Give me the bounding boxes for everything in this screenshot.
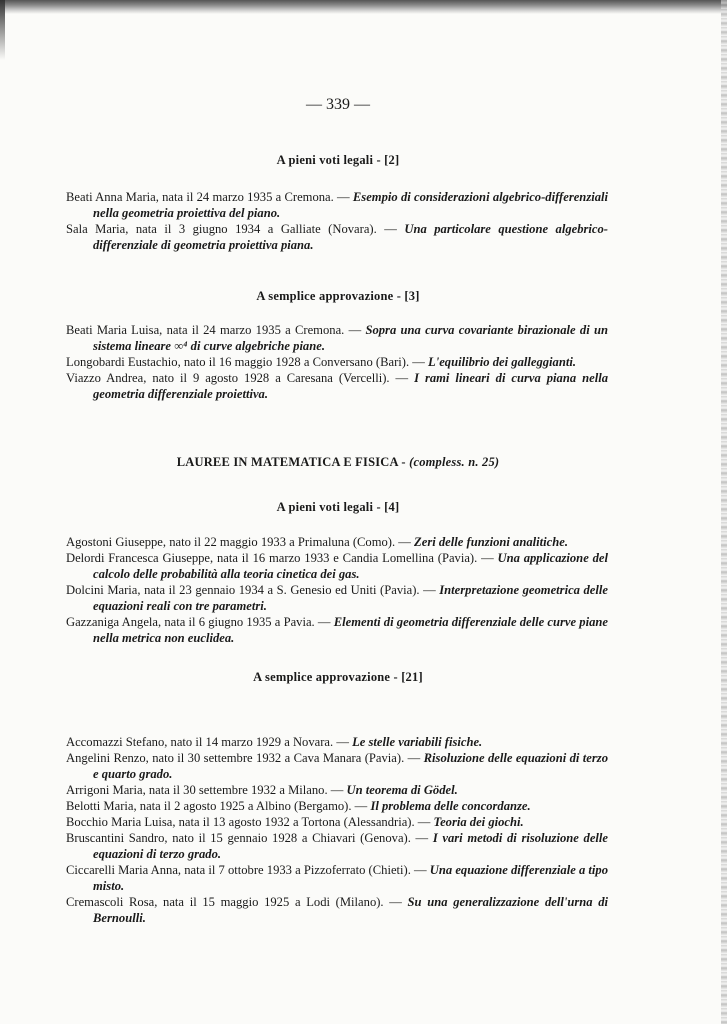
- entry-list: [66, 734, 608, 926]
- section-heading: A pieni voti legali - [4]: [276, 500, 400, 514]
- list-item: [66, 534, 608, 550]
- entry-title: Risoluzione delle equazioni di terzo e quarto grado.: [93, 751, 608, 781]
- entry-person: Belotti Maria, nata il 2 agosto 1925 a Albino (Bergamo). —: [66, 799, 368, 813]
- page-number: — 339 —: [306, 96, 370, 113]
- list-item: [66, 782, 608, 798]
- entry-title: L'equilibrio dei galleggianti.: [428, 355, 576, 369]
- entry-title: I rami lineari di curva piana nella geometria differenziale proiettiva.: [93, 371, 608, 401]
- major-heading: [0, 455, 676, 470]
- list-item: [66, 189, 608, 221]
- list-item: [66, 582, 608, 614]
- entry-person: Sala Maria, nata il 3 giugno 1934 a Galliate (Novara). —: [66, 222, 397, 236]
- entry-person: Ciccarelli Maria Anna, nata il 7 ottobre 1933 a Pizzoferrato (Chieti). —: [66, 863, 427, 877]
- entry-title: Zeri delle funzioni analitiche.: [414, 535, 568, 549]
- entry-title: Esempio di considerazioni algebrico-differenziali nella geometria proiettiva del piano.: [93, 190, 609, 220]
- entry-list: [66, 189, 608, 253]
- entry-person: Beati Maria Luisa, nata il 24 marzo 1935 a Cremona. —: [66, 323, 362, 337]
- list-item: [66, 221, 608, 253]
- entry-person: Longobardi Eustachio, nato il 16 maggio 1928 a Conversano (Bari). —: [66, 355, 425, 369]
- entry-person: Viazzo Andrea, nato il 9 agosto 1928 a Caresana (Vercelli). —: [66, 371, 409, 385]
- entry-list: [66, 322, 608, 402]
- scan-edge-right: [721, 0, 727, 1024]
- section-heading: A semplice approvazione - [21]: [253, 670, 423, 684]
- entry-person: Beati Anna Maria, nata il 24 marzo 1935 a Cremona. —: [66, 190, 350, 204]
- entry-person: Bocchio Maria Luisa, nata il 13 agosto 1932 a Tortona (Alessandria). —: [66, 815, 431, 829]
- major-heading-note: (compless. n. 25): [409, 455, 500, 469]
- scan-edge-left: [0, 0, 5, 60]
- list-item: [66, 798, 608, 814]
- entry-person: Angelini Renzo, nato il 30 settembre 1932 a Cava Manara (Pavia). —: [66, 751, 421, 765]
- entry-person: Delordi Francesca Giuseppe, nata il 16 marzo 1933 e Candia Lomellina (Pavia). —: [66, 551, 494, 565]
- entry-list: [66, 534, 608, 646]
- entry-title: Un teorema di Gödel.: [346, 783, 458, 797]
- entry-title: Elementi di geometria differenziale delle curve piane nella metrica non euclidea.: [93, 615, 608, 645]
- entry-title: Sopra una curva covariante birazionale di un sistema lineare ∞⁴ di curve algebriche piane.: [93, 323, 608, 353]
- list-item: [66, 614, 608, 646]
- entry-person: Gazzaniga Angela, nata il 6 giugno 1935 a Pavia. —: [66, 615, 331, 629]
- entry-person: Arrigoni Maria, nata il 30 settembre 1932 a Milano. —: [66, 783, 344, 797]
- list-item: [66, 370, 608, 402]
- entry-person: Dolcini Maria, nata il 23 gennaio 1934 a S. Genesio ed Uniti (Pavia). —: [66, 583, 436, 597]
- list-item: [66, 830, 608, 862]
- entry-title: Una particolare questione algebrico-differenziale di geometria proiettiva piana.: [93, 222, 609, 252]
- entry-title: Una applicazione del calcolo delle probabilità alla teoria cinetica dei gas.: [93, 551, 608, 581]
- entry-person: Cremascoli Rosa, nata il 15 maggio 1925 a Lodi (Milano). —: [66, 895, 402, 909]
- list-item: [66, 354, 608, 370]
- entry-title: I vari metodi di risoluzione delle equazioni di terzo grado.: [93, 831, 608, 861]
- entry-title: Una equazione differenziale a tipo misto.: [93, 863, 608, 893]
- entry-title: Il problema delle concordanze.: [370, 799, 531, 813]
- section-heading: A semplice approvazione - [3]: [256, 289, 420, 303]
- scan-edge-top: [0, 0, 727, 14]
- list-item: [66, 814, 608, 830]
- entry-person: Bruscantini Sandro, nato il 15 gennaio 1928 a Chiavari (Genova). —: [66, 831, 429, 845]
- entry-title: Interpretazione geometrica delle equazioni reali con tre parametri.: [93, 583, 608, 613]
- list-item: [66, 734, 608, 750]
- entry-title: Teoria dei giochi.: [433, 815, 524, 829]
- list-item: [66, 550, 608, 582]
- entry-title: Le stelle variabili fisiche.: [352, 735, 483, 749]
- entry-person: Agostoni Giuseppe, nato il 22 maggio 1933 a Primaluna (Como). —: [66, 535, 411, 549]
- entry-title: Su una generalizzazione dell'urna di Bernoulli.: [93, 895, 609, 925]
- list-item: [66, 750, 608, 782]
- major-heading-main: LAUREE IN MATEMATICA E FISICA -: [176, 455, 406, 469]
- list-item: [66, 894, 608, 926]
- section-heading: A pieni voti legali - [2]: [276, 153, 400, 167]
- list-item: [66, 322, 608, 354]
- entry-person: Accomazzi Stefano, nato il 14 marzo 1929 a Novara. —: [66, 735, 349, 749]
- list-item: [66, 862, 608, 894]
